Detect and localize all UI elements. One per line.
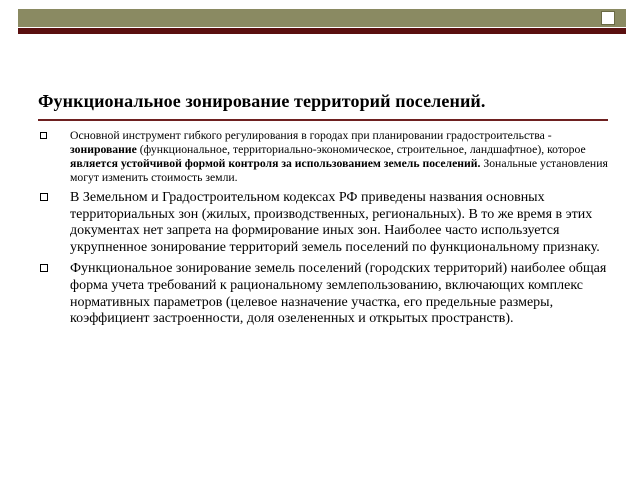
bullet-2-text: В Земельном и Градостроительном кодексах РФ приведены названия основных территориальных зон (жилых, производственных, региональных). В то же время в этих документах нет запрета на формирование иных зон. Наиболее часто используется укрупненное зонирование территорий земель поселений по функциональному признаку. (70, 190, 600, 255)
bullet-item-1 (38, 129, 608, 185)
bullet-1-segment: Зональные установления могут изменить стоимость земли. (70, 157, 608, 184)
bullet-1-segment: Основной инструмент гибкого регулирования в городах при планировании градостроительства - (70, 129, 552, 142)
bullet-1-segment: (функциональное, территориально-экономическое, строительное, ландшафтное), которое (136, 143, 586, 156)
bullet-item-2 (38, 190, 608, 256)
bullet-1-segment: зонирование (70, 143, 137, 156)
header-square-decoration (601, 11, 615, 25)
header-accent-bar (18, 28, 626, 34)
bullet-1-text (70, 129, 608, 184)
title-underline (38, 119, 608, 121)
bullet-item-3 (38, 261, 608, 327)
header-band (18, 9, 626, 27)
bullet-3-text: Функциональное зонирование земель поселений (городских территорий) наиболее общая форма учета требований к рациональному землепользованию, включающих комплекс нормативных параметров (целевое назначение участка, его предельные размеры, коэффициент застроенности, доля озелененных и открытых пространств). (70, 261, 607, 327)
square-bullet-icon (40, 193, 48, 201)
slide-body (38, 129, 608, 328)
square-bullet-icon (40, 132, 47, 139)
square-bullet-icon (40, 264, 48, 272)
slide-title: Функциональное зонирование территорий поселений. (38, 91, 486, 111)
bullet-1-segment: является устойчивой формой контроля за использованием земель поселений. (70, 157, 481, 170)
